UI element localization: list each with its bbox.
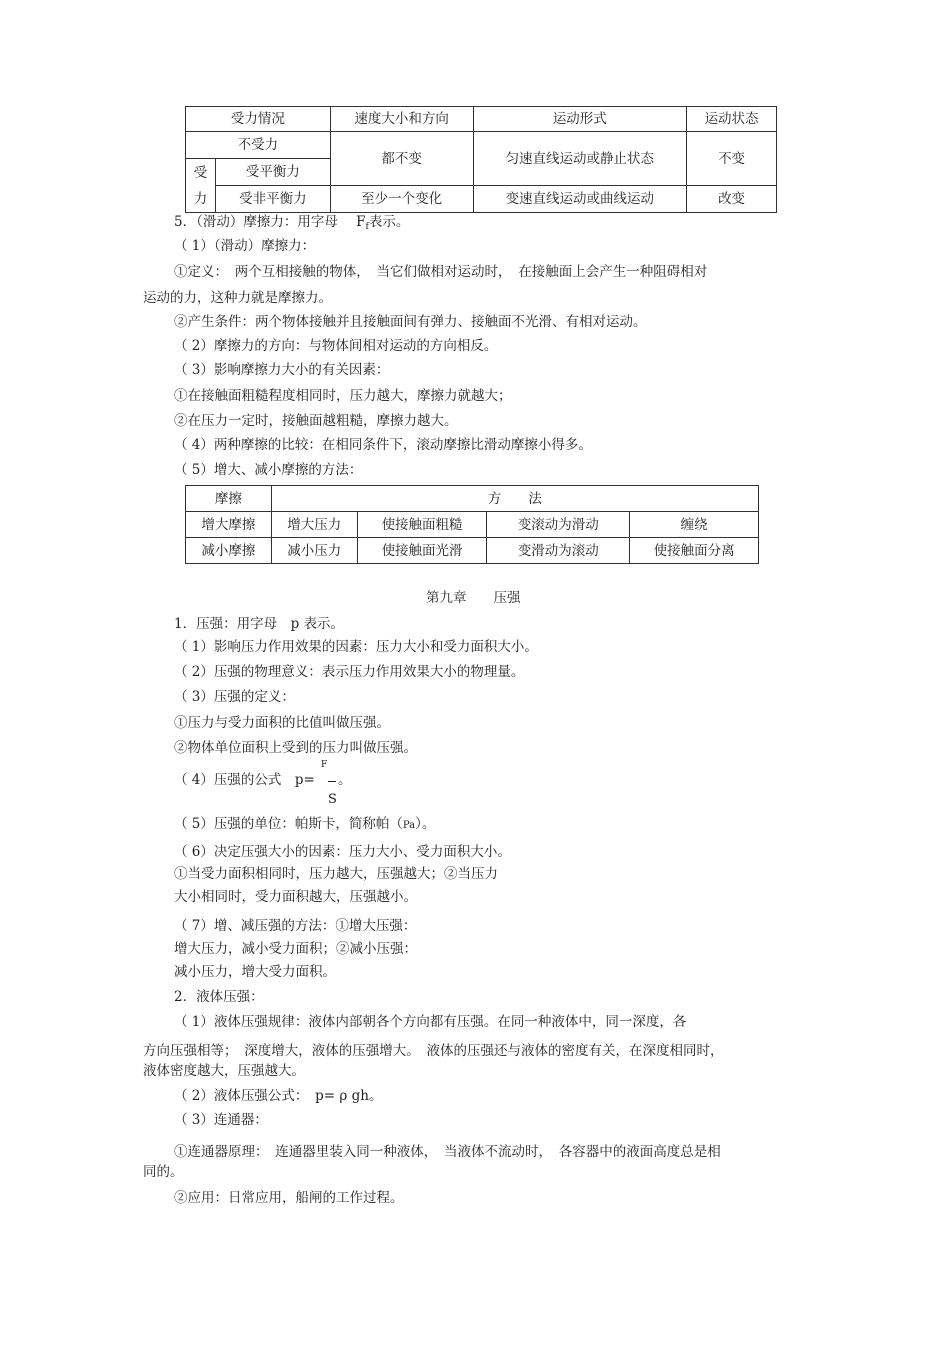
friction-heading-text: 5．（滑动）摩擦力：用字母 xyxy=(174,214,338,230)
pressure-a1: （ 1）影响压力作用效果的因素：压力大小和受力面积大小。 xyxy=(174,639,538,655)
friction-s5: （ 5）增大、减小摩擦的方法： xyxy=(174,462,363,478)
t2-r2-c4: 使接触面分离 xyxy=(630,538,759,564)
pressure-a6-l1: ①当受力面积相同时，压力越大，压强越大；②当压力 xyxy=(174,866,498,882)
pressure-a7: （ 7）增、减压强的方法：①增大压强： xyxy=(174,918,417,934)
pressure-a5-end: ）。 xyxy=(415,816,436,832)
friction-f1: ①在接触面粗糙程度相同时，压力越大，摩擦力就越大； xyxy=(174,388,512,404)
speed-change: 至少一个变化 xyxy=(330,186,473,213)
pressure-unit: Pa xyxy=(402,820,416,831)
connector-c2: ②应用：日常应用，船闸的工作过程。 xyxy=(174,1190,404,1206)
friction-def-l2: 运动的力，这种力就是摩擦力。 xyxy=(143,290,332,306)
t2-r2-c0: 减小摩擦 xyxy=(186,538,272,564)
pressure-a6: （ 6）决定压强大小的因素：压力大小、受力面积大小。 xyxy=(174,844,511,860)
pressure-a7-l1: 增大压力，减小受力面积；②减小压强： xyxy=(174,941,417,957)
friction-s1: （ 1）（滑动）摩擦力： xyxy=(174,238,316,254)
t2-r2-c2: 使接触面光滑 xyxy=(357,538,487,564)
liquid-b1-l1: （ 1）液体压强规律：液体内部朝各个方向都有压强。在同一种液体中，同一深度，各 xyxy=(174,1014,687,1030)
liquid-b1-l3: 液体密度越大，压强越大。 xyxy=(143,1063,305,1079)
motion-change: 变速直线运动或曲线运动 xyxy=(473,186,687,213)
force-motion-table xyxy=(185,106,777,213)
friction-f2: ②在压力一定时，接触面越粗糙，摩擦力越大。 xyxy=(174,413,458,429)
liquid-b2: （ 2）液体压强公式： p= ρ gh。 xyxy=(174,1088,383,1104)
pressure-a7-l2: 减小压力，增大受力面积。 xyxy=(174,964,336,980)
liquid-b3: （ 3）连通器： xyxy=(174,1112,268,1128)
friction-s3: （ 3）影响摩擦力大小的有关因素： xyxy=(174,362,390,378)
friction-s2: （ 2）摩擦力的方向：与物体间相对运动的方向相反。 xyxy=(174,338,498,354)
friction-heading-end: 表示。 xyxy=(368,214,410,230)
formula-denominator: S xyxy=(328,792,337,807)
header-force: 受力情况 xyxy=(186,107,331,132)
formula-end: 。 xyxy=(338,772,352,788)
state-same: 不变 xyxy=(687,132,777,186)
friction-heading xyxy=(174,212,409,237)
state-change: 改变 xyxy=(687,186,777,213)
header-speed: 速度大小和方向 xyxy=(330,107,473,132)
force-label-b: 力 xyxy=(193,190,208,207)
row-balanced: 受平衡力 xyxy=(215,159,330,186)
motion-same: 匀速直线运动或静止状态 xyxy=(473,132,687,186)
formula-bar xyxy=(328,781,336,782)
pressure-d1: ①压力与受力面积的比值叫做压强。 xyxy=(174,715,390,731)
speed-same: 都不变 xyxy=(330,132,473,186)
pressure-a5-text: （ 5）压强的单位：帕斯卡，简称帕（ xyxy=(174,816,403,832)
liquid-b1-l2: 方向压强相等； 深度增大，液体的压强增大。 液体的压强还与液体的密度有关，在深度相同时， xyxy=(143,1043,724,1059)
row-unbalanced: 受非平衡力 xyxy=(215,186,330,213)
t2-r1-c2: 使接触面粗糙 xyxy=(357,512,487,538)
t2-r1-c0: 增大摩擦 xyxy=(186,512,272,538)
row-no-force: 不受力 xyxy=(186,132,331,159)
pressure-a6-l2: 大小相同时，受力面积越大，压强越小。 xyxy=(174,889,417,905)
friction-symbol xyxy=(356,214,369,230)
pressure-a5 xyxy=(174,814,435,836)
friction-cond: ②产生条件：两个物体接触并且接触面间有弹力、接触面不光滑、有相对运动。 xyxy=(174,314,647,330)
friction-s4: （ 4）两种摩擦的比较：在相同条件下，滚动摩擦比滑动摩擦小得多。 xyxy=(174,437,592,453)
force-label xyxy=(186,159,216,213)
friction-symbol-sub: f xyxy=(365,222,369,232)
t2-header-friction: 摩擦 xyxy=(186,486,272,512)
connector-c1-l2: 同的。 xyxy=(143,1164,184,1180)
chapter-title: 第九章 压强 xyxy=(426,590,521,606)
formula-numerator: F xyxy=(321,760,328,770)
liquid-p2: 2．液体压强： xyxy=(174,989,264,1005)
t2-r1-c1: 增大压力 xyxy=(271,512,357,538)
t2-r1-c4: 缠绕 xyxy=(630,512,759,538)
pressure-d2: ②物体单位面积上受到的压力叫做压强。 xyxy=(174,740,417,756)
header-motion: 运动形式 xyxy=(473,107,687,132)
pressure-a2: （ 2）压强的物理意义：表示压力作用效果大小的物理量。 xyxy=(174,664,525,680)
t2-r1-c3: 变滚动为滑动 xyxy=(487,512,630,538)
connector-c1-l1: ①连通器原理： 连通器里装入同一种液体， 当液体不流动时， 各容器中的液面高度总是相 xyxy=(174,1144,721,1160)
pressure-a3: （ 3）压强的定义： xyxy=(174,689,295,705)
header-state: 运动状态 xyxy=(687,107,777,132)
t2-r2-c1: 减小压力 xyxy=(271,538,357,564)
friction-def-l1: ①定义： 两个互相接触的物体， 当它们做相对运动时， 在接触面上会产生一种阻碍相对 xyxy=(174,264,708,280)
friction-methods-table xyxy=(185,485,759,564)
t2-r2-c3: 变滑动为滚动 xyxy=(487,538,630,564)
pressure-p1: 1．压强：用字母 p 表示。 xyxy=(174,616,345,632)
t2-header-method: 方 法 xyxy=(271,486,758,512)
friction-symbol-f: F xyxy=(356,214,366,230)
pressure-a4: （ 4）压强的公式 p= xyxy=(174,772,315,788)
force-label-a: 受 xyxy=(193,164,208,181)
